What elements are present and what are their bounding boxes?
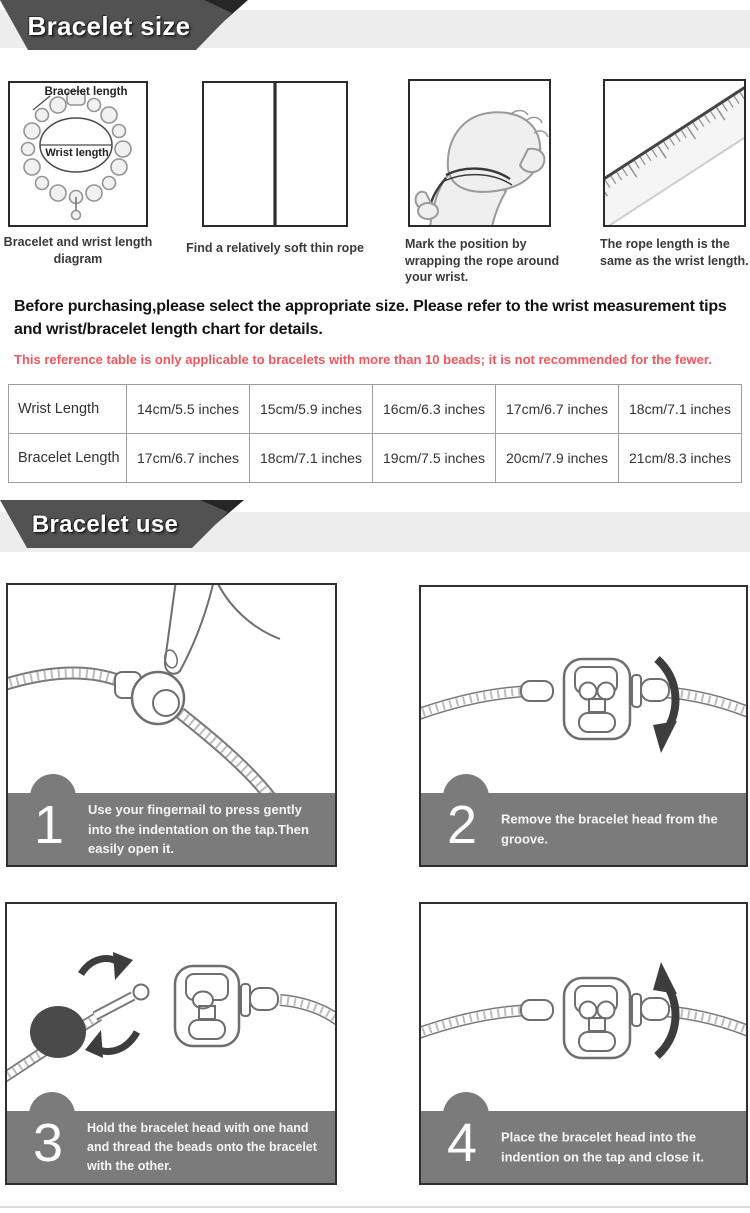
step-1-band [8, 793, 335, 865]
bottom-divider [0, 1206, 750, 1208]
ruler-panel [603, 79, 746, 227]
wrist-wrap-caption: Mark the position by wrapping the rope around your wrist. [405, 237, 560, 284]
size-chart-table [8, 384, 742, 483]
table-row-wrist [9, 385, 742, 434]
wrist-value: 17cm/6.7 inches [496, 385, 619, 434]
wrist-length-label: Wrist length [45, 147, 109, 159]
table-row-bracelet [9, 434, 742, 483]
bracelet-value: 17cm/6.7 inches [127, 434, 250, 483]
section-title-bracelet-use: Bracelet use [31, 511, 179, 538]
wrist-value: 16cm/6.3 inches [373, 385, 496, 434]
ruler-caption: The rope length is the same as the wrist length. [600, 237, 749, 268]
ruler-illustration [605, 81, 744, 225]
bracelet-diagram-panel [8, 81, 148, 227]
step-4-panel [419, 902, 748, 1185]
wrist-value: 15cm/5.9 inches [250, 385, 373, 434]
row-header-wrist: Wrist Length [9, 385, 127, 434]
wrist-wrap-panel [408, 79, 551, 227]
step-2-text: Remove the bracelet head from the groove. [501, 811, 718, 846]
bracelet-length-label: Bracelet length [44, 86, 128, 98]
press-clasp-illustration [8, 585, 335, 793]
thread-bead-illustration [7, 904, 335, 1111]
step-3-band [7, 1111, 335, 1183]
step-2-panel [419, 585, 748, 867]
step-4-band [421, 1111, 746, 1183]
size-selection-note: Before purchasing,please select the appropriate size. Please refer to the wrist measurement tips and wrist/bracelet length chart for details. [14, 298, 727, 338]
bracelet-value: 21cm/8.3 inches [619, 434, 742, 483]
rope-panel [202, 81, 348, 227]
step-3-panel [5, 902, 337, 1185]
step-1-panel [6, 583, 337, 867]
step-1-text: Use your fingernail to press gently into the indentation on the tap.Then easily open it. [88, 801, 309, 856]
thin-rope-illustration [204, 83, 346, 225]
remove-head-illustration [421, 587, 746, 793]
step-2-number: 2 [446, 795, 478, 855]
close-head-illustration [421, 904, 746, 1111]
bracelet-value: 19cm/7.5 inches [373, 434, 496, 483]
rope-caption: Find a relatively soft thin rope [186, 241, 364, 255]
step-3-number: 3 [32, 1113, 64, 1173]
step-4-text: Place the bracelet head into the indention on the tap and close it. [501, 1129, 704, 1164]
wrist-value: 18cm/7.1 inches [619, 385, 742, 434]
step-4-number: 4 [446, 1113, 478, 1173]
step-2-band [421, 793, 746, 865]
bracelet-value: 20cm/7.9 inches [496, 434, 619, 483]
step-1-number: 1 [33, 795, 65, 855]
section-title-bracelet-size: Bracelet size [27, 11, 191, 41]
bracelet-diagram-caption: Bracelet and wrist length diagram [3, 235, 153, 266]
rope-around-wrist-illustration [410, 81, 549, 225]
wrist-value: 14cm/5.5 inches [127, 385, 250, 434]
reference-table-warning: This reference table is only applicable to bracelets with more than 10 beads; it is not recommended for the fewer. [14, 352, 712, 367]
bracelet-value: 18cm/7.1 inches [250, 434, 373, 483]
step-3-text: Hold the bracelet head with one hand and thread the beads onto the bracelet with the other. [87, 1120, 317, 1173]
row-header-bracelet: Bracelet Length [9, 434, 127, 483]
